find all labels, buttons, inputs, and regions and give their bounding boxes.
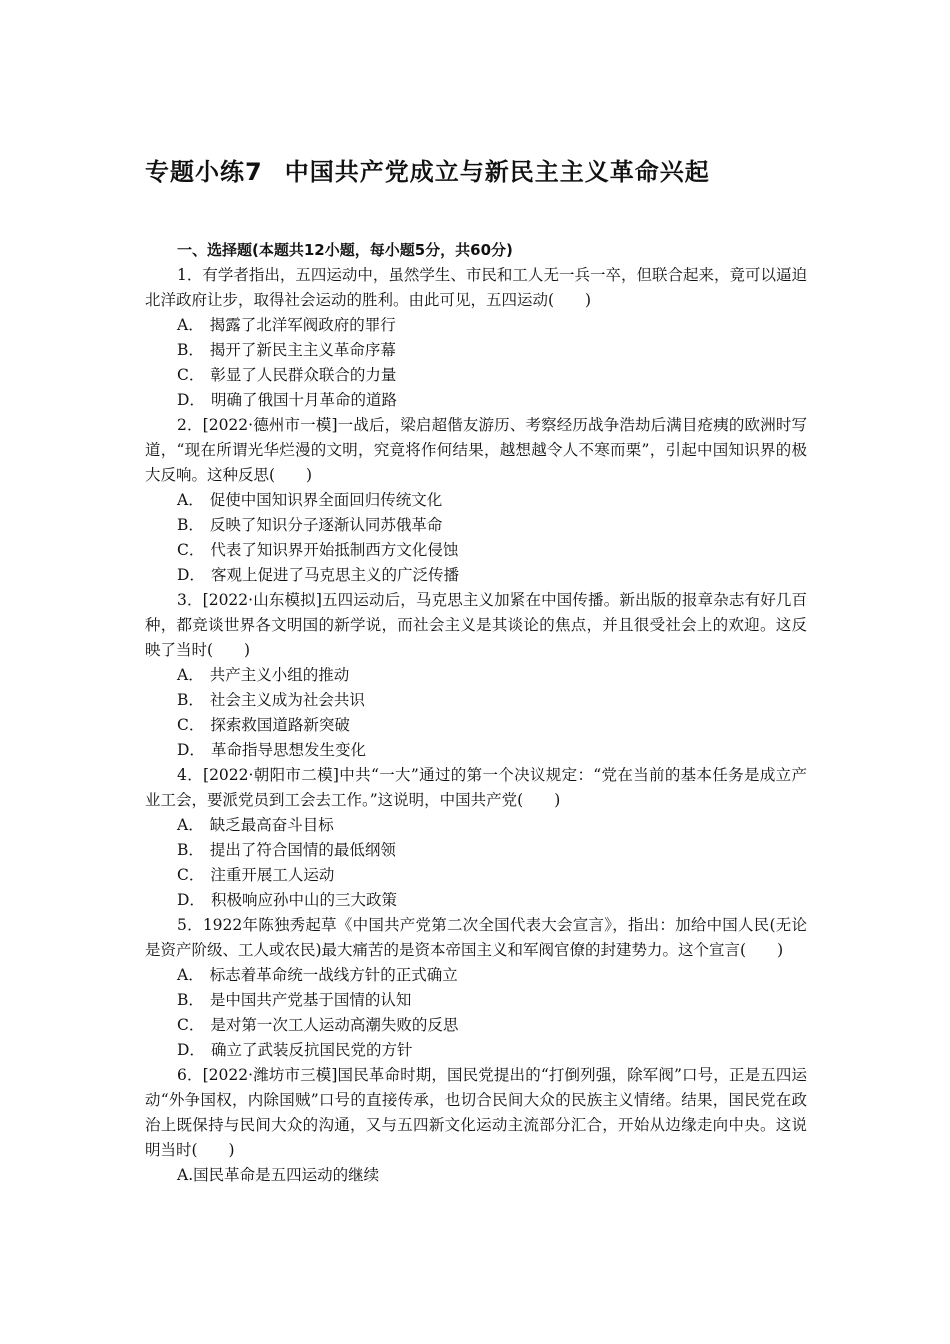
option-text: 彰显了人民群众联合的力量 [210, 366, 397, 384]
option-c [145, 1013, 807, 1038]
option-label: C． [177, 866, 205, 884]
section-heading: 一、选择题(本题共12小题，每小题5分，共60分) [177, 241, 513, 259]
option-text: 探索救国道路新突破 [210, 716, 350, 734]
option-text: 革命指导思想发生变化 [210, 741, 366, 759]
option-label: D． [177, 391, 205, 409]
option-a [145, 663, 807, 688]
option-text: 确立了武装反抗国民党的方针 [210, 1041, 413, 1059]
option-text: 明确了俄国十月革命的道路 [210, 391, 397, 409]
option-d [145, 888, 807, 913]
question-3 [145, 588, 807, 763]
option-label: A． [177, 816, 204, 834]
option-a [145, 1163, 807, 1188]
option-a [145, 488, 807, 513]
option-text: 揭露了北洋军阀政府的罪行 [209, 316, 396, 334]
option-d [145, 563, 807, 588]
option-text: 反映了知识分子逐渐认同苏俄革命 [209, 516, 443, 534]
question-5 [145, 913, 807, 1063]
option-text: 共产主义小组的推动 [209, 666, 350, 684]
option-label: A． [177, 491, 204, 509]
option-b [145, 513, 807, 538]
question-6 [145, 1063, 807, 1188]
option-text: 提出了符合国情的最低纲领 [209, 841, 396, 859]
question-text: 6．[2022·潍坊市三模]国民革命时期，国民党提出的“打倒列强，除军阀”口号，正是五四运动“外争国权，内除国贼”口号的直接传承，也切合民间大众的民族主义情绪。结果，国民党在政治上既保持与民间大众的沟通，又与五四新文化运动主流部分汇合，开始从边缘走向中央。这说明当时( ) [145, 1066, 807, 1159]
option-label: C． [177, 541, 205, 559]
option-text: 是中国共产党基于国情的认知 [209, 991, 412, 1009]
option-label: D． [177, 566, 205, 584]
option-b [145, 988, 807, 1013]
document-body [145, 238, 807, 1188]
option-label: D． [177, 1041, 205, 1059]
option-label: D． [177, 741, 205, 759]
option-b [145, 338, 807, 363]
title-main: 中国共产党成立与新民主主义革命兴起 [284, 158, 710, 186]
page-title [145, 152, 710, 187]
option-text: 代表了知识界开始抵制西方文化侵蚀 [210, 541, 459, 559]
option-label: A． [177, 966, 204, 984]
option-d [145, 388, 807, 413]
question-2 [145, 413, 807, 588]
question-text: 4．[2022·朝阳市二模]中共“一大”通过的第一个决议规定：“党在当前的基本任务是成立产业工会，要派党员到工会去工作。”这说明，中国共产党( ) [145, 766, 807, 809]
option-text: 缺乏最高奋斗目标 [209, 816, 334, 834]
option-b [145, 838, 807, 863]
option-label: B． [177, 516, 204, 534]
option-a [145, 963, 807, 988]
option-text: 国民革命是五四运动的继续 [193, 1166, 380, 1184]
option-c [145, 713, 807, 738]
option-label: C． [177, 716, 205, 734]
option-label: D． [177, 891, 205, 909]
option-label: C． [177, 366, 205, 384]
question-4 [145, 763, 807, 913]
option-text: 促使中国知识界全面回归传统文化 [209, 491, 443, 509]
option-text: 积极响应孙中山的三大政策 [210, 891, 397, 909]
option-text: 注重开展工人运动 [210, 866, 335, 884]
question-text: 5．1922年陈独秀起草《中国共产党第二次全国代表大会宣言》，指出：加给中国人民(无论是资产阶级、工人或农民)最大痛苦的是资本帝国主义和军阀官僚的封建势力。这个宣言( ) [145, 916, 807, 959]
question-text: 3．[2022·山东模拟]五四运动后，马克思主义加紧在中国传播。新出版的报章杂志有好几百种，都竞谈世界各文明国的新学说，而社会主义是其谈论的焦点，并且很受社会上的欢迎。这反映了当时( ) [145, 591, 807, 659]
option-label: A. [177, 1166, 194, 1184]
option-text: 客观上促进了马克思主义的广泛传播 [210, 566, 459, 584]
option-text: 标志着革命统一战线方针的正式确立 [209, 966, 458, 984]
option-c [145, 538, 807, 563]
option-label: B． [177, 691, 204, 709]
question-1 [145, 263, 807, 413]
option-d [145, 738, 807, 763]
option-b [145, 688, 807, 713]
option-text: 揭开了新民主主义革命序幕 [209, 341, 396, 359]
option-c [145, 363, 807, 388]
option-label: B． [177, 841, 204, 859]
option-text: 社会主义成为社会共识 [209, 691, 365, 709]
option-c [145, 863, 807, 888]
question-text: 2．[2022·德州市一模]一战后，梁启超偕友游历、考察经历战争浩劫后满目疮痍的欧洲时写道，“现在所谓光华烂漫的文明，究竟将作何结果，越想越令人不寒而栗”，引起中国知识界的极大反响。这种反思( ) [145, 416, 807, 484]
option-label: A． [177, 666, 204, 684]
option-a [145, 813, 807, 838]
question-text: 1．有学者指出，五四运动中，虽然学生、市民和工人无一兵一卒，但联合起来，竟可以逼迫北洋政府让步，取得社会运动的胜利。由此可见，五四运动( ) [145, 266, 807, 309]
title-prefix: 专题小练7 [145, 158, 263, 186]
option-a [145, 313, 807, 338]
option-d [145, 1038, 807, 1063]
option-label: C． [177, 1016, 205, 1034]
option-label: A． [177, 316, 204, 334]
option-label: B． [177, 341, 204, 359]
option-label: B． [177, 991, 204, 1009]
option-text: 是对第一次工人运动高潮失败的反思 [210, 1016, 459, 1034]
